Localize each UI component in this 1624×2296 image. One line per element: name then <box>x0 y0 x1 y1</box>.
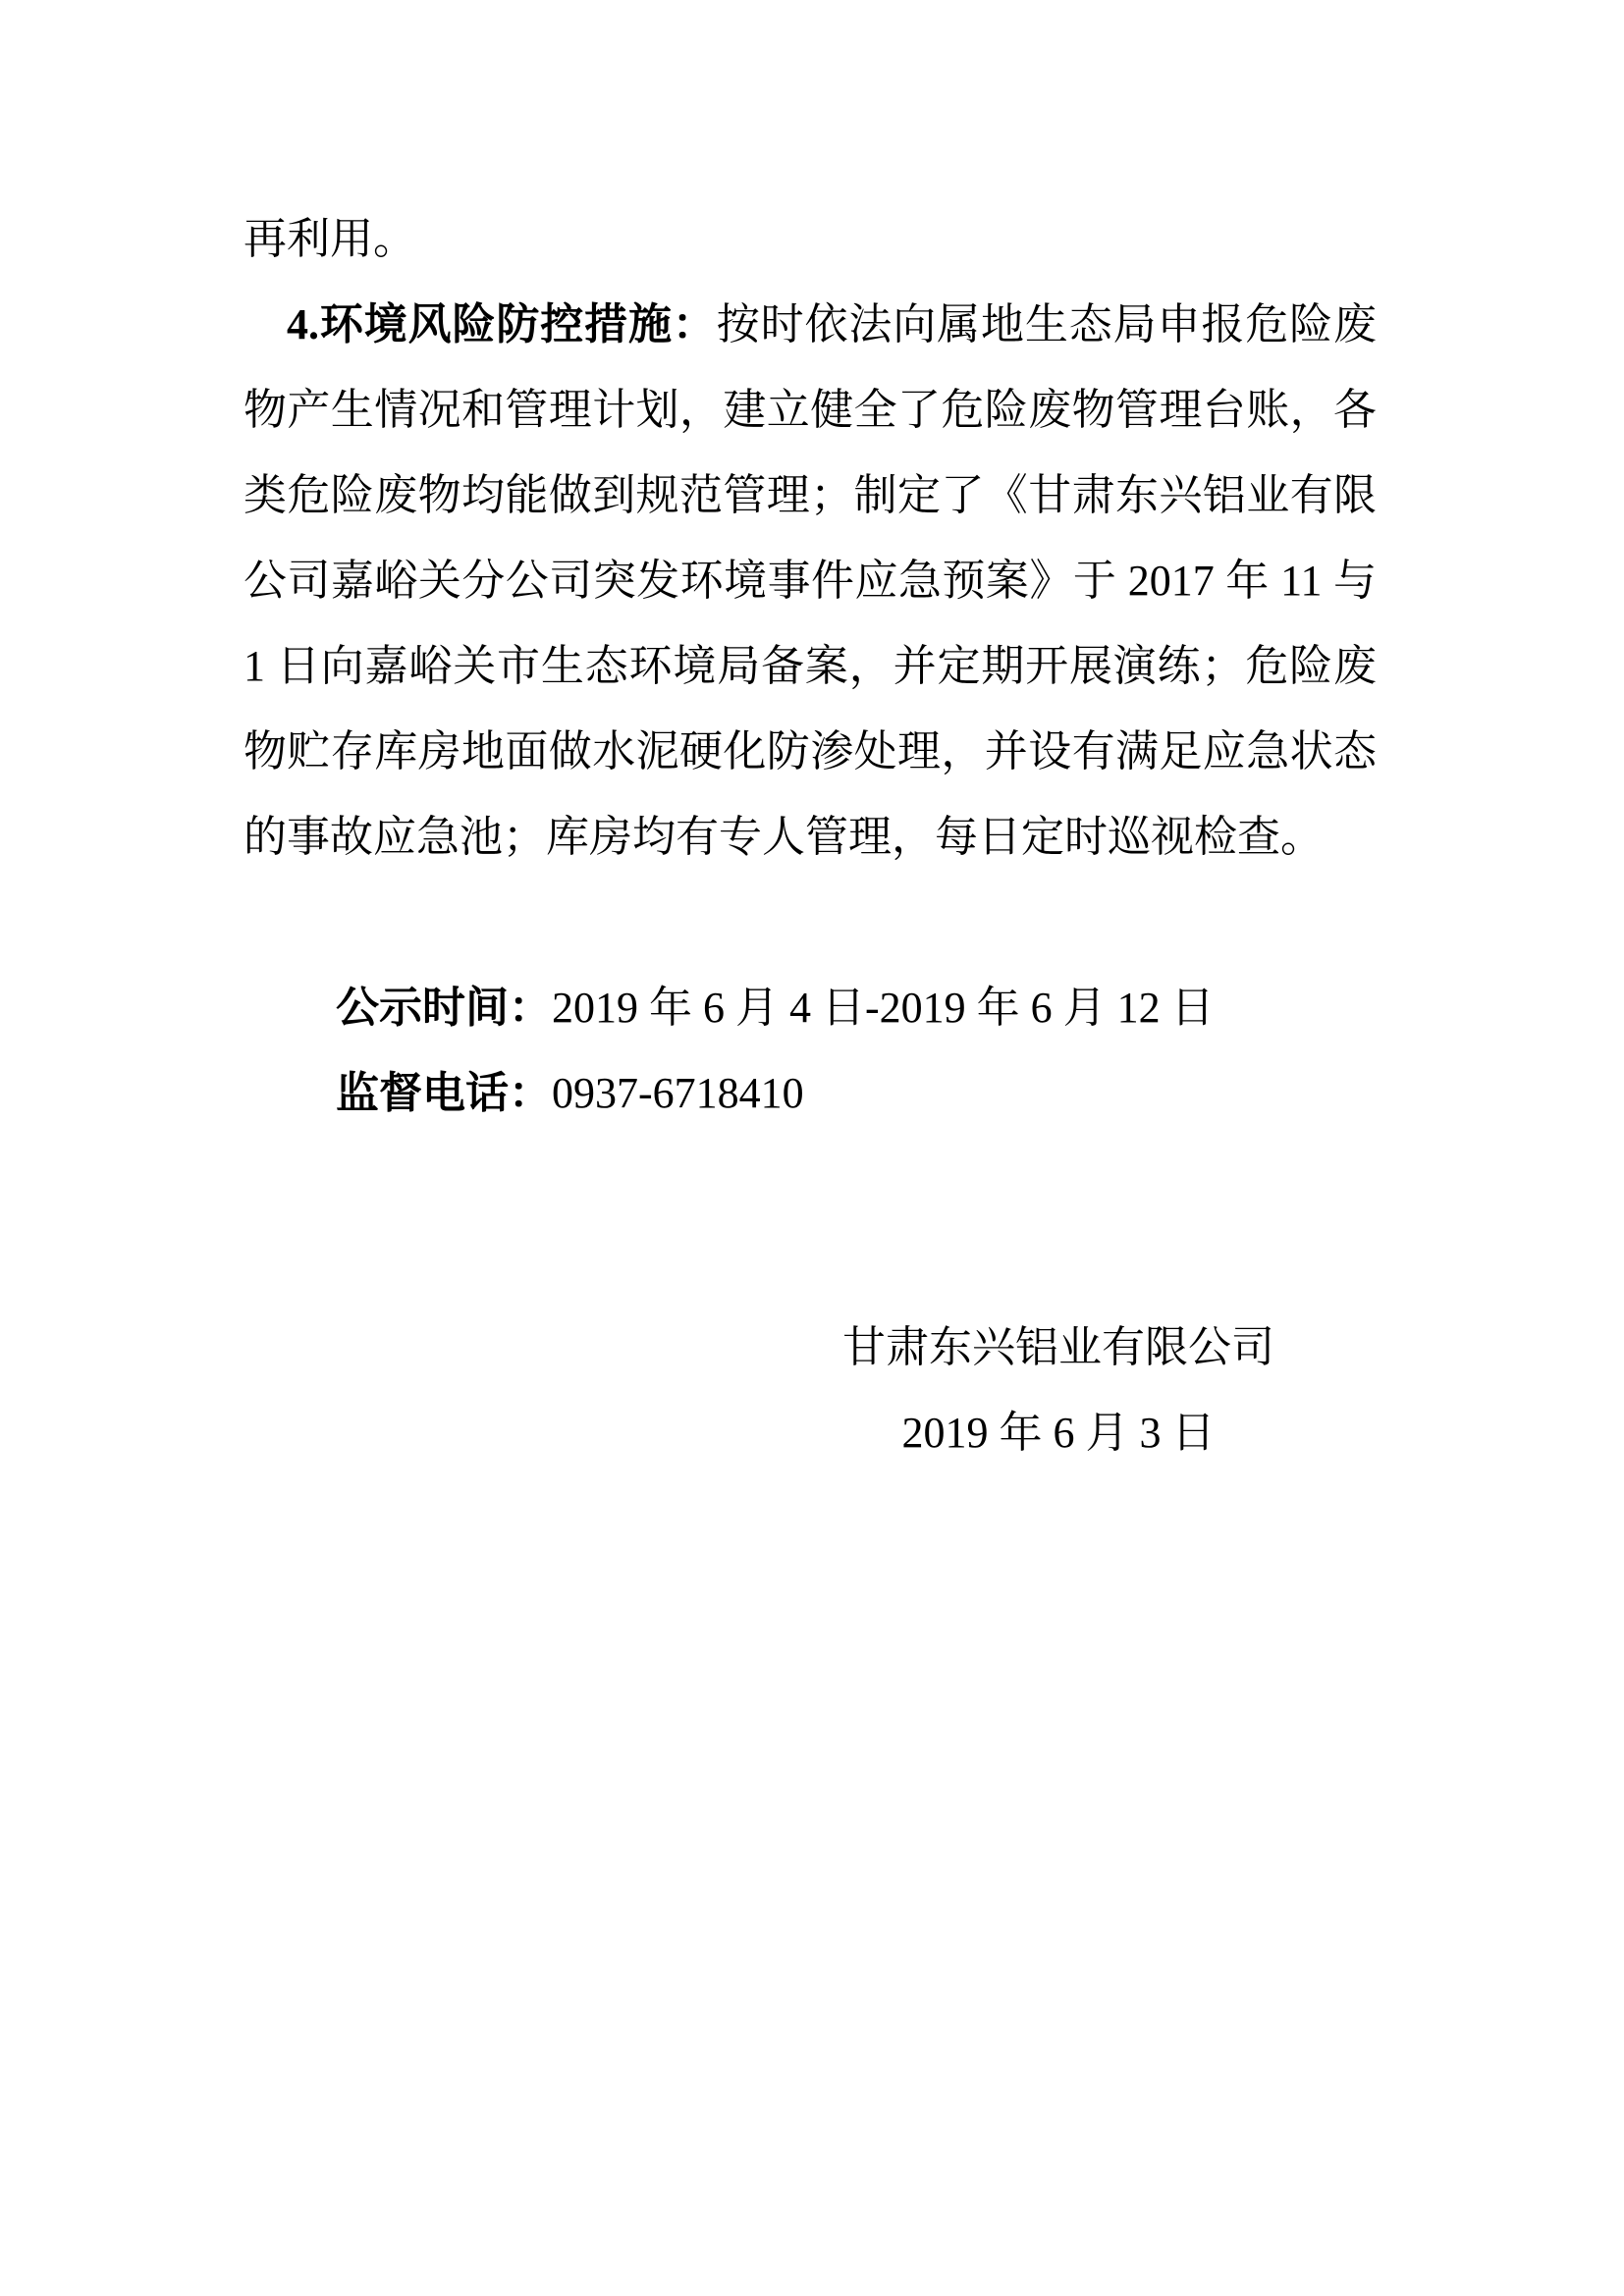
signature-date: 2019 年 6 月 3 日 <box>901 1409 1216 1457</box>
signature-block <box>833 1305 1284 1475</box>
document-content <box>244 196 1377 1475</box>
supervision-phone-label: 监督电话： <box>336 1069 552 1117</box>
supervision-phone-line <box>244 1050 1377 1136</box>
paragraph-continuation: 再利用。 <box>244 215 416 263</box>
publicity-period-line <box>244 965 1377 1050</box>
signature-company: 甘肃东兴铝业有限公司 <box>842 1323 1274 1371</box>
publicity-period-label: 公示时间： <box>336 984 552 1032</box>
risk-paragraph-heading: 4.环境风险防控措施： <box>287 300 717 348</box>
risk-paragraph-text: 按时依法向属地生态局申报危险废物产生情况和管理计划，建立健全了危险废物管理台账，各类危险废物均能做到规范管理；制定了《甘肃东兴铝业有限公司嘉峪关分公司突发环境事件应急预案》于 2017 年 11 与 1 日向嘉峪关市生态环境局备案，并定期开展演练；危险废物贮存库房地面做水泥硬化防渗处理，并设有满足应急状态的事故应急池；库房均有专人管理，每日定时巡视检查。 <box>244 300 1377 861</box>
paragraph-risk-control <box>244 282 1377 880</box>
publicity-period-value: 2019 年 6 月 4 日-2019 年 6 月 12 日 <box>552 984 1215 1032</box>
supervision-phone-value: 0937-6718410 <box>552 1069 804 1117</box>
